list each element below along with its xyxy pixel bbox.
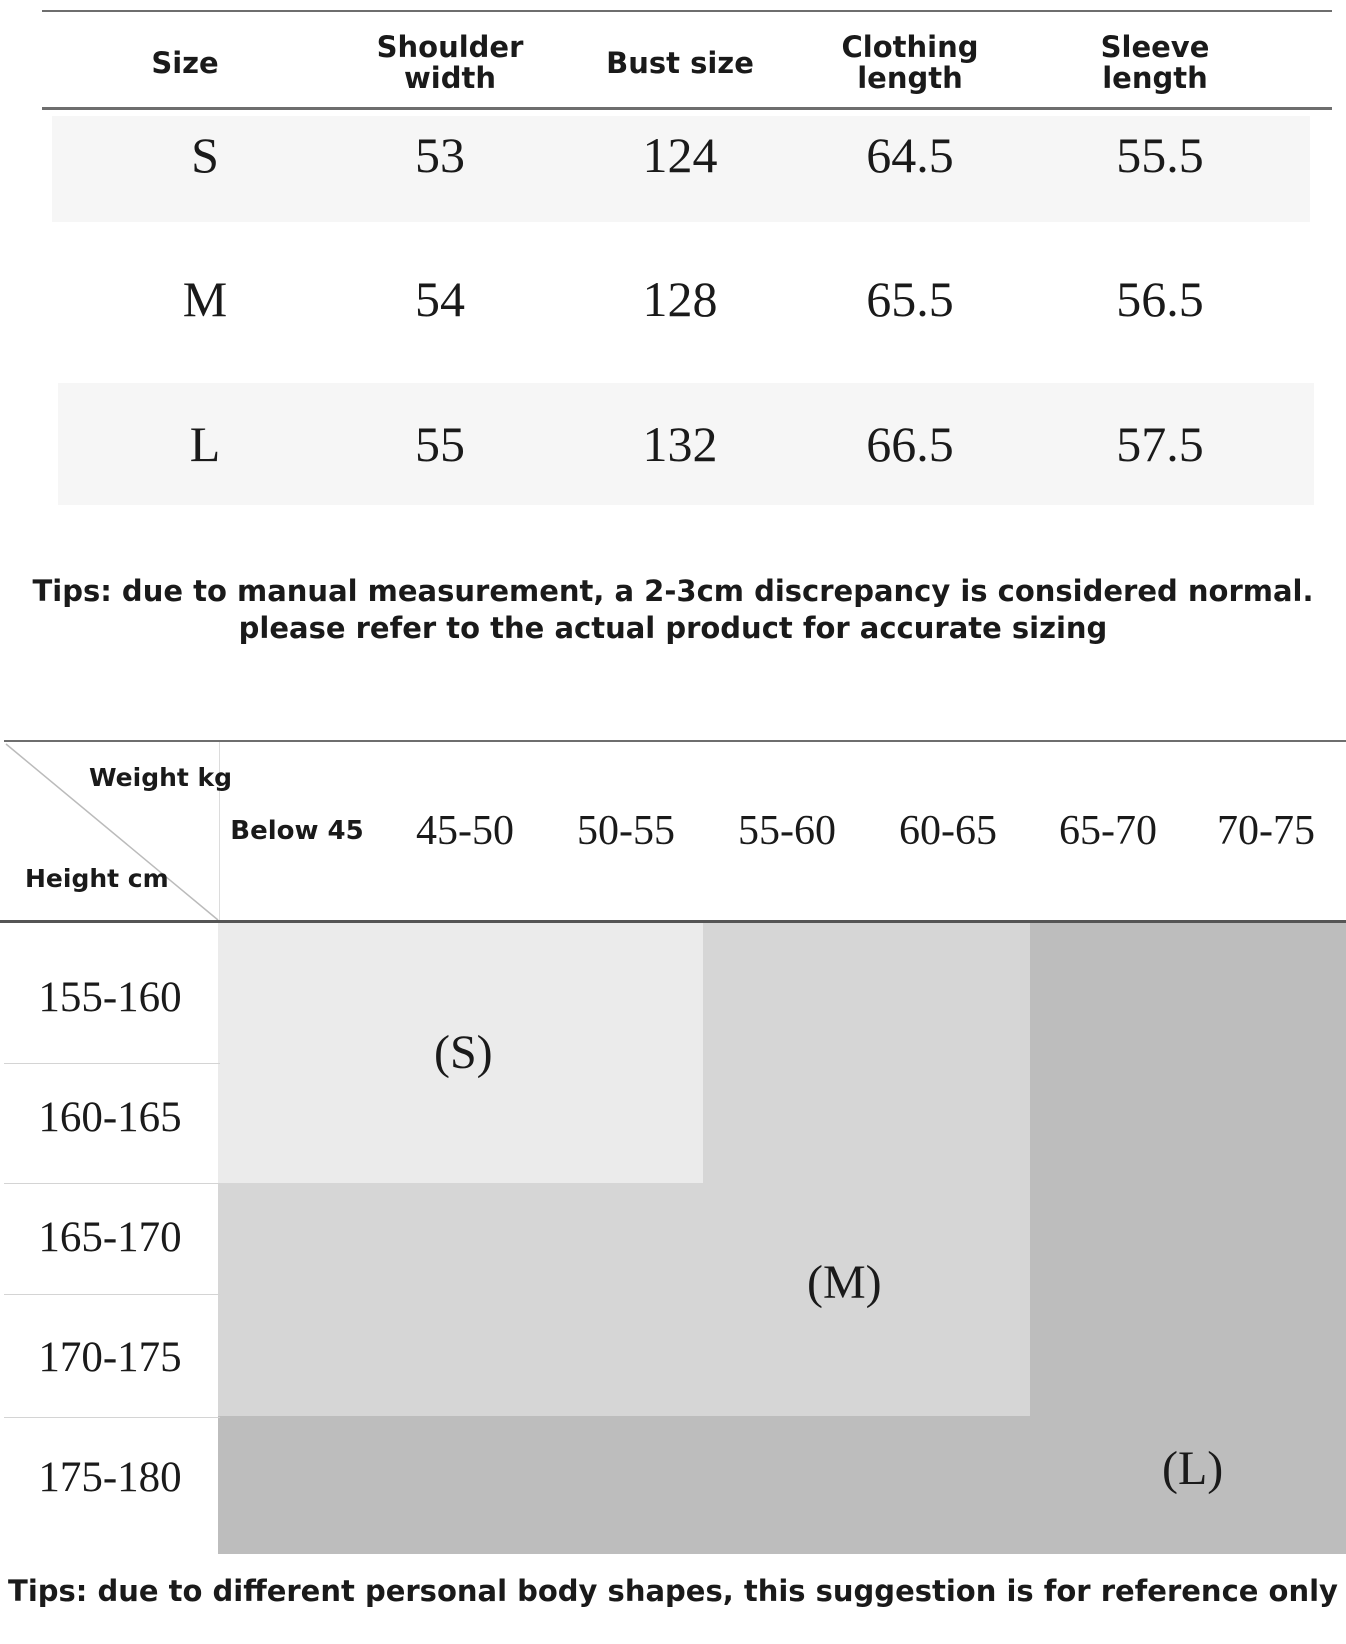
cell-bust-size: 128 (642, 271, 718, 327)
cell-shoulder-width: 55 (415, 416, 465, 472)
cell-shoulder-width: 54 (415, 271, 465, 327)
weight-range-header: 45-50 (416, 808, 514, 854)
height-range-header: 160-165 (38, 1093, 182, 1141)
zone-m-label: (M) (807, 1256, 882, 1309)
weight-range-header: 70-75 (1217, 808, 1315, 854)
cell-bust-size: 124 (642, 127, 718, 183)
weight-range-header: Below 45 (230, 816, 364, 846)
header-sleeve-length: Sleeve length (1100, 30, 1210, 95)
weight-range-header: 55-60 (738, 808, 836, 854)
header-bust-size: Bust size (606, 45, 754, 80)
cell-size: M (182, 271, 228, 327)
row-divider (4, 1183, 220, 1184)
corner-height-label: Height cm (25, 864, 169, 893)
weight-range-header: 60-65 (899, 808, 997, 854)
cell-size: L (189, 416, 221, 472)
header-clothing-length: Clothing length (841, 30, 979, 95)
weight-range-header: 65-70 (1059, 808, 1157, 854)
tip-actual-product: please refer to the actual product for accurate sizing (238, 611, 1108, 645)
table-top-rule (42, 10, 1332, 12)
cell-sleeve-length: 57.5 (1116, 416, 1204, 472)
cell-sleeve-length: 55.5 (1116, 127, 1204, 183)
row-divider (4, 1294, 220, 1295)
row-divider (4, 1063, 220, 1064)
weight-range-header: 50-55 (577, 808, 675, 854)
tip-body-shape: Tips: due to different personal body shapes, this suggestion is for reference only (8, 1574, 1338, 1608)
row-divider (4, 1417, 220, 1418)
cell-shoulder-width: 53 (415, 127, 465, 183)
cell-clothing-length: 65.5 (866, 271, 954, 327)
cell-size: S (191, 127, 219, 183)
corner-weight-label: Weight kg (89, 763, 233, 792)
zone-l (1030, 923, 1346, 1419)
zone-l-label: (L) (1162, 1442, 1224, 1495)
cell-clothing-length: 66.5 (866, 416, 954, 472)
table-header-rule (42, 107, 1332, 110)
height-range-header: 170-175 (38, 1333, 182, 1381)
tip-measurement: Tips: due to manual measurement, a 2-3cm discrepancy is considered normal. (32, 574, 1314, 608)
header-size: Size (151, 45, 219, 80)
height-range-header: 165-170 (38, 1213, 182, 1261)
height-range-header: 175-180 (38, 1453, 182, 1501)
height-range-header: 155-160 (38, 973, 182, 1021)
zone-s-label: (S) (434, 1026, 493, 1079)
cell-bust-size: 132 (642, 416, 718, 472)
cell-sleeve-length: 56.5 (1116, 271, 1204, 327)
cell-clothing-length: 64.5 (866, 127, 954, 183)
header-shoulder-width: Shoulder width (376, 30, 524, 95)
